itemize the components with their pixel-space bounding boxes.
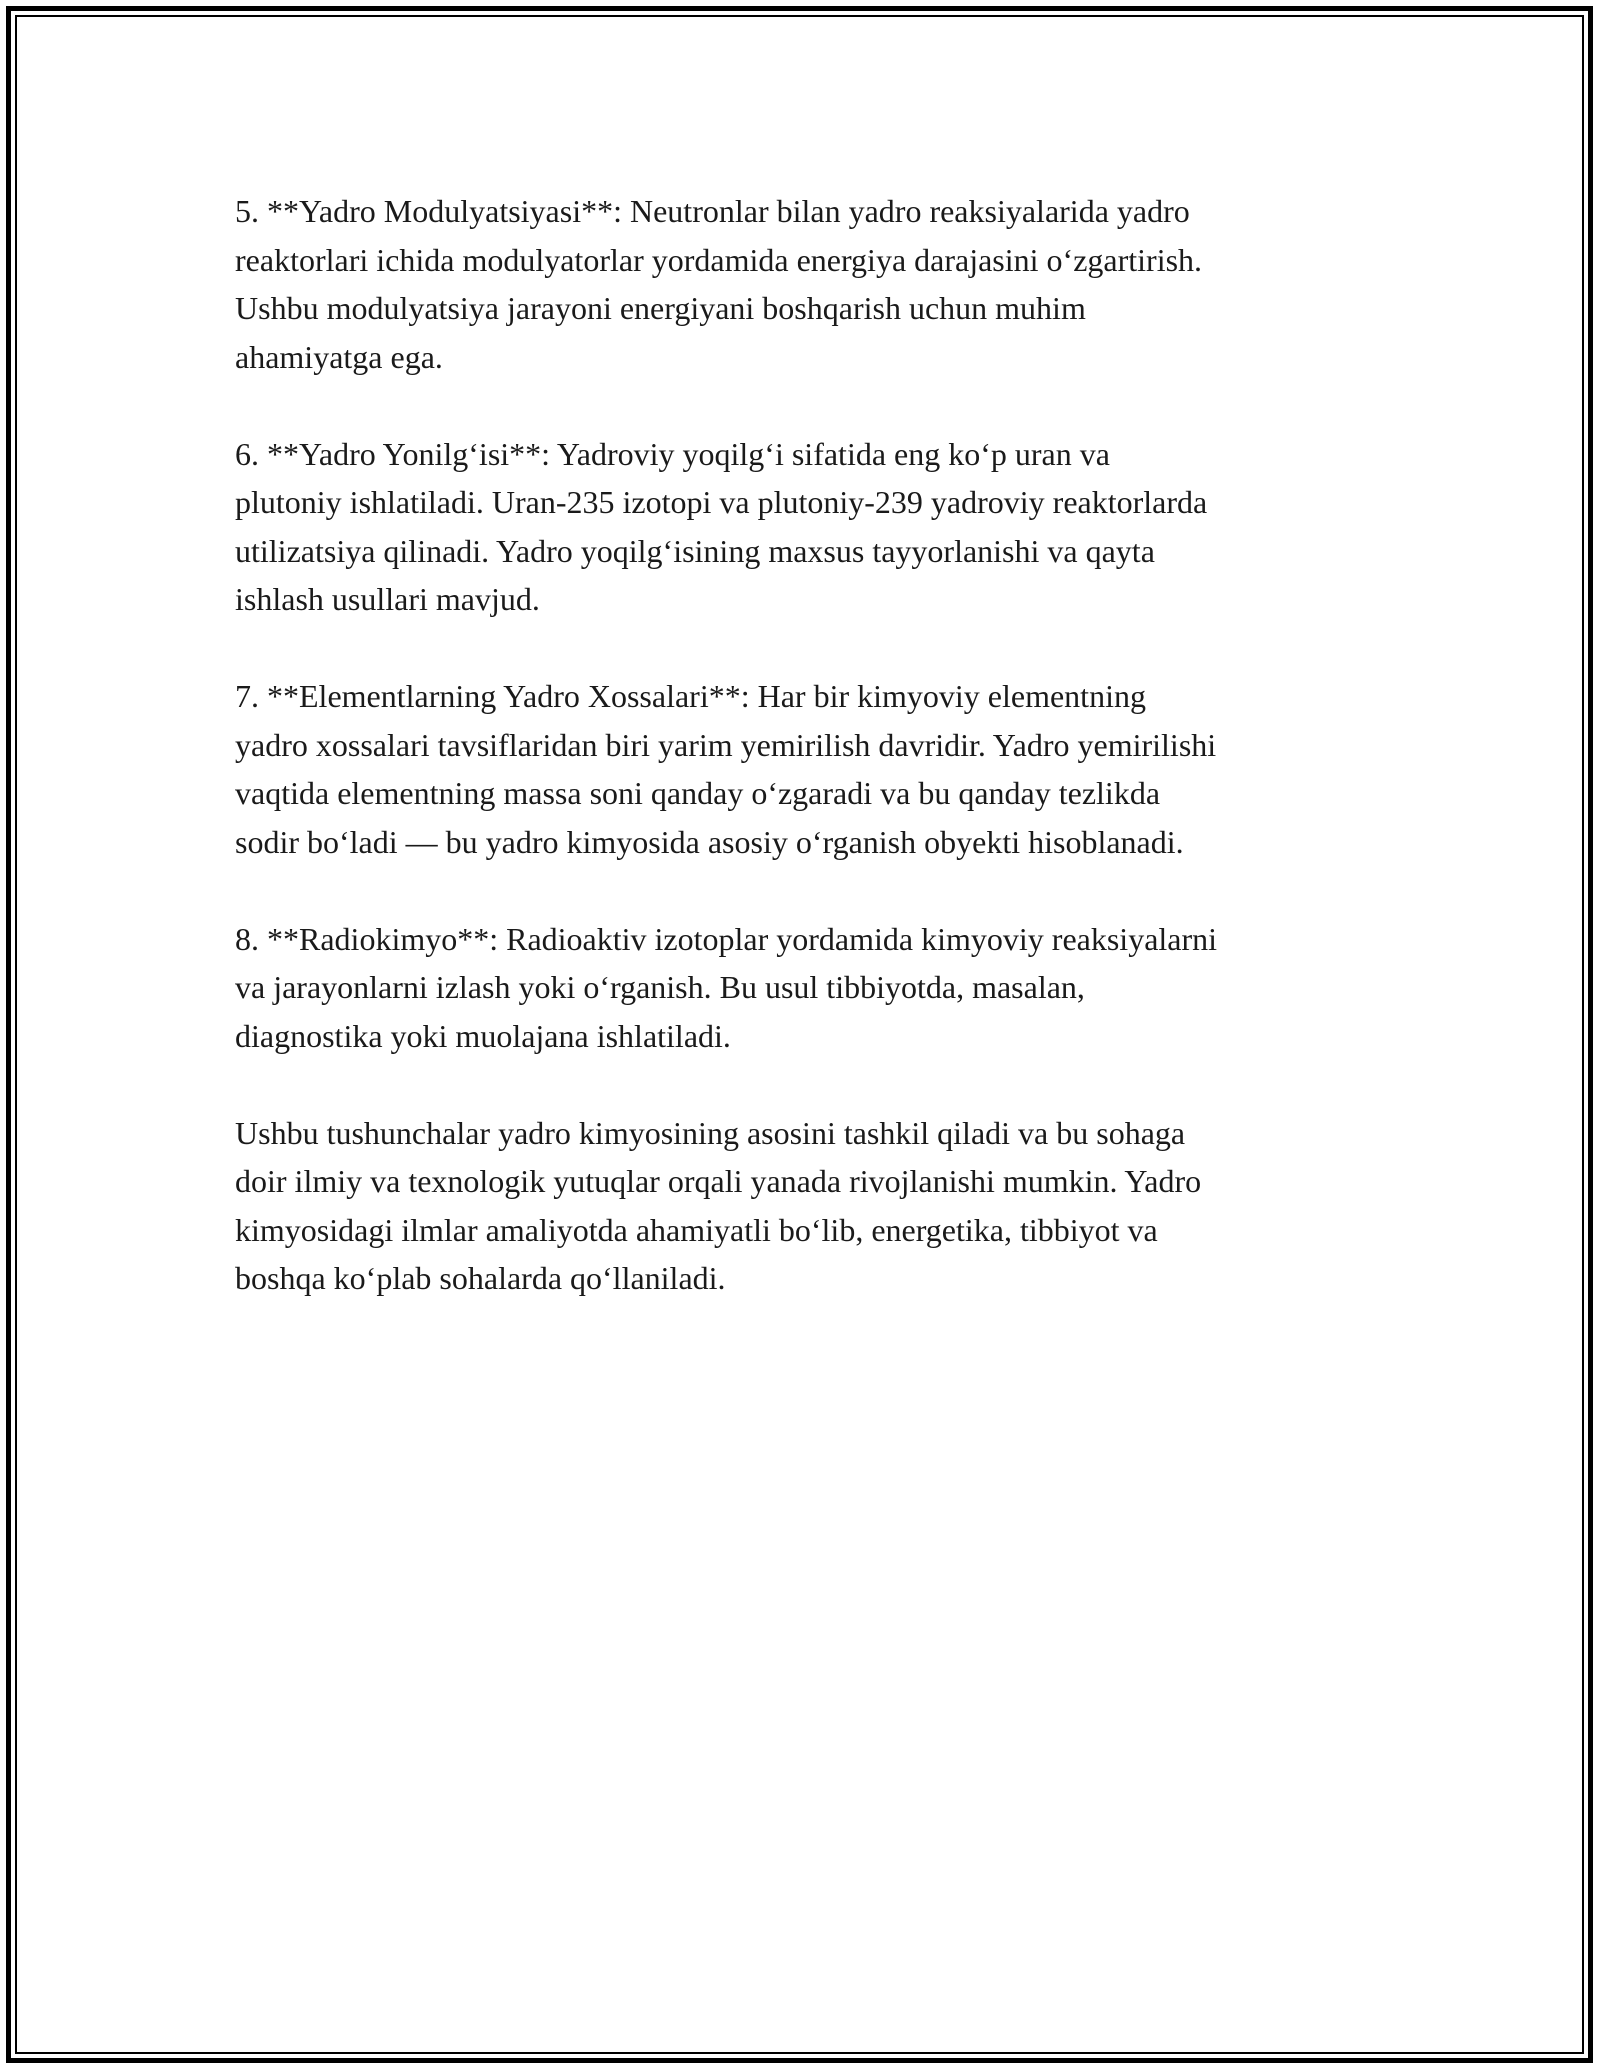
document-body [235, 187, 1370, 1351]
paragraph-yadro-yonilgisi: 6. **Yadro Yonilg‘isi**: Yadroviy yoqilg‘i sifatida eng ko‘p uran va plutoniy ishlatiladi. Uran-235 izotopi va plutoniy-239 yadroviy reaktorlarda utilizatsiya qilinadi. Yadro yoqilg‘isining maxsus tayyorlanishi va qayta ishlash usullari mavjud. [235, 435, 1208, 617]
paragraph-yadro-modulyatsiyasi: 5. **Yadro Modulyatsiyasi**: Neutronlar bilan yadro reaksiyalarida yadro reaktorlari ichida modulyatorlar yordamida energiya darajasini o‘zgartirish. Ushbu modulyatsiya jarayoni energiyani boshqarish uchun muhim ahamiyatga ega. [235, 193, 1203, 375]
paragraph-radiokimyo: 8. **Radiokimyo**: Radioaktiv izotoplar yordamida kimyoviy reaksiyalarni va jarayonlarni izlash yoki o‘rganish. Bu usul tibbiyotda, masalan, diagnostika yoki muolajana ishlatiladi. [235, 920, 1218, 1054]
paragraph-elementlarning-yadro-xossalari: 7. **Elementlarning Yadro Xossalari**: Har bir kimyoviy elementning yadro xossalari tavsiflaridan biri yarim yemirilish davridir. Yadro yemirilishi vaqtida elementning massa soni qanday o‘zgaradi va bu qanday tezlikda sodir bo‘ladi — bu yadro kimyosida asosiy o‘rganish obyekti hisoblanadi. [235, 678, 1217, 860]
paragraph-conclusion: Ushbu tushunchalar yadro kimyosining asosini tashkil qiladi va bu sohaga doir ilmiy va texnologik yutuqlar orqali yanada rivojlanishi mumkin. Yadro kimyosidagi ilmlar amaliyotda ahamiyatli bo‘lib, energetika, tibbiyot va boshqa ko‘plab sohalarda qo‘llaniladi. [235, 1114, 1202, 1296]
